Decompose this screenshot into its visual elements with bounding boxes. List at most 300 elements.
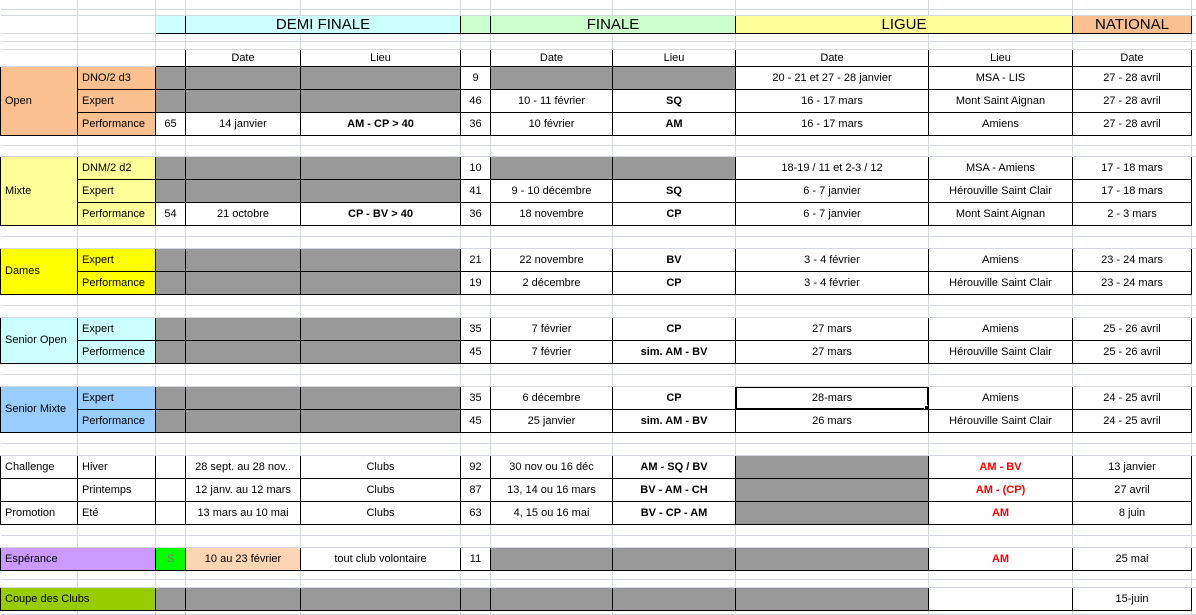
grid-row	[1, 305, 1196, 317]
cell[interactable]	[156, 271, 186, 294]
cell[interactable]: AM - BV	[929, 455, 1073, 478]
header-finale[interactable]: FINALE	[491, 15, 736, 33]
grid-cell	[1192, 112, 1196, 135]
grid-row	[1, 579, 1196, 587]
cell[interactable]: sim. AM - BV	[613, 340, 736, 363]
cell[interactable]: 27 mars	[736, 340, 929, 363]
cell[interactable]: tout club volontaire	[301, 547, 461, 570]
grid-row	[1, 236, 1196, 248]
grid-cell	[736, 294, 929, 305]
col-header-date-ligue[interactable]: Date	[736, 49, 929, 66]
grid-cell	[736, 570, 929, 579]
cell[interactable]: Clubs	[301, 501, 461, 524]
cell[interactable]	[613, 66, 736, 89]
cell[interactable]: Eté	[78, 501, 156, 524]
grid-cell	[929, 432, 1073, 443]
cell[interactable]: 11	[461, 547, 491, 570]
cell[interactable]: CP	[613, 271, 736, 294]
cell[interactable]	[156, 587, 186, 610]
grid-cell	[186, 41, 301, 49]
grid-cell	[929, 135, 1073, 145]
cell[interactable]: Expert	[78, 89, 156, 112]
fill-handle[interactable]	[924, 405, 929, 410]
cell[interactable]: 27 mars	[736, 317, 929, 340]
grid-row	[1, 363, 1196, 374]
cell[interactable]: CP	[613, 317, 736, 340]
cell[interactable]: Amiens	[929, 112, 1073, 135]
header-ligue[interactable]: LIGUE	[736, 15, 1073, 33]
cell[interactable]: 7 février	[491, 317, 613, 340]
col-header-lieu-finale[interactable]: Lieu	[613, 49, 736, 66]
cell[interactable]: 10 au 23 février	[186, 547, 301, 570]
cell[interactable]: sim. AM - BV	[613, 409, 736, 432]
grid-cell	[1073, 33, 1192, 41]
row-label-senior-open[interactable]: Senior Open	[1, 317, 78, 363]
cell[interactable]	[613, 156, 736, 179]
cell[interactable]: Hérouville Saint Clair	[929, 271, 1073, 294]
cell[interactable]	[186, 89, 301, 112]
cell[interactable]: 14 janvier	[186, 112, 301, 135]
cell[interactable]: 27 avril	[1073, 478, 1192, 501]
cell[interactable]	[156, 248, 186, 271]
cell[interactable]	[491, 66, 613, 89]
cell[interactable]: 65	[156, 112, 186, 135]
cell[interactable]: 27 - 28 avril	[1073, 112, 1192, 135]
cell[interactable]	[186, 179, 301, 202]
row-label-mixte[interactable]: Mixte	[1, 156, 78, 225]
cell[interactable]	[186, 248, 301, 271]
cell[interactable]: Clubs	[301, 455, 461, 478]
grid-cell	[1073, 363, 1192, 374]
grid-cell	[461, 225, 491, 236]
cell[interactable]: 27 - 28 avril	[1073, 66, 1192, 89]
grid-cell	[1073, 524, 1192, 535]
cell[interactable]: 92	[461, 455, 491, 478]
cell[interactable]	[301, 89, 461, 112]
grid-cell	[491, 610, 613, 614]
grid-cell	[491, 443, 613, 455]
grid-cell	[461, 294, 491, 305]
grid-cell	[1192, 587, 1196, 610]
cell[interactable]: BV	[613, 248, 736, 271]
grid-cell	[1192, 156, 1196, 179]
cell[interactable]: 10 - 11 février	[491, 89, 613, 112]
cell[interactable]: 25 - 26 avril	[1073, 317, 1192, 340]
cell[interactable]: 6 - 7 janvier	[736, 179, 929, 202]
cell[interactable]	[491, 547, 613, 570]
cell[interactable]: Expert	[78, 248, 156, 271]
grid-cell	[1192, 501, 1196, 524]
grid-cell	[1192, 374, 1196, 386]
row-label-coupe-des-clubs[interactable]: Coupe des Clubs	[1, 587, 156, 610]
cell[interactable]	[736, 587, 929, 610]
grid-cell	[1, 225, 78, 236]
cell[interactable]: SQ	[613, 179, 736, 202]
cell[interactable]: 17 - 18 mars	[1073, 179, 1192, 202]
col-header-date-finale[interactable]: Date	[491, 49, 613, 66]
grid-cell	[613, 225, 736, 236]
grid-cell	[613, 135, 736, 145]
grid-cell	[186, 145, 301, 156]
table-row	[1, 49, 1196, 66]
col-header-lieu-ligue[interactable]: Lieu	[929, 49, 1073, 66]
cell[interactable]	[491, 156, 613, 179]
cell[interactable]: 23 - 24 mars	[1073, 248, 1192, 271]
grid-cell	[1192, 225, 1196, 236]
cell[interactable]	[461, 49, 491, 66]
grid-cell	[1, 443, 78, 455]
cell[interactable]: Expert	[78, 317, 156, 340]
grid-row	[1, 33, 1196, 41]
cell[interactable]: 27 - 28 avril	[1073, 89, 1192, 112]
row-label-promotion[interactable]: Promotion	[1, 501, 78, 524]
cell[interactable]: 25 - 26 avril	[1073, 340, 1192, 363]
cell[interactable]	[461, 587, 491, 610]
grid-cell	[156, 41, 186, 49]
grid-cell	[301, 363, 461, 374]
grid-cell	[1073, 579, 1192, 587]
grid-cell	[78, 524, 156, 535]
grid-cell	[929, 236, 1073, 248]
cell[interactable]: 24 - 25 avril	[1073, 386, 1192, 409]
cell[interactable]	[186, 386, 301, 409]
col-header-date-demi[interactable]: Date	[186, 49, 301, 66]
cell[interactable]: 18-19 / 11 et 2-3 / 12	[736, 156, 929, 179]
cell[interactable]: 21 octobre	[186, 202, 301, 225]
cell[interactable]: Mont Saint Aignan	[929, 202, 1073, 225]
cell[interactable]: 28 sept. au 28 nov..	[186, 455, 301, 478]
grid-cell	[736, 33, 929, 41]
cell[interactable]: 9 - 10 décembre	[491, 179, 613, 202]
cell[interactable]	[1, 478, 78, 501]
grid-cell	[78, 41, 156, 49]
grid-cell	[613, 610, 736, 614]
cell[interactable]: 30 nov ou 16 déc	[491, 455, 613, 478]
cell[interactable]	[186, 587, 301, 610]
cell[interactable]: 3 - 4 février	[736, 271, 929, 294]
grid-cell	[78, 443, 156, 455]
cell[interactable]	[186, 271, 301, 294]
cell[interactable]: 15-juin	[1073, 587, 1192, 610]
grid-cell	[613, 305, 736, 317]
grid-cell	[1192, 535, 1196, 547]
grid-cell	[491, 579, 613, 587]
cell[interactable]: MSA - Amiens	[929, 156, 1073, 179]
cell[interactable]: 9	[461, 66, 491, 89]
col-header-date-national[interactable]: Date	[1073, 49, 1192, 66]
grid-cell	[1192, 524, 1196, 535]
cell[interactable]	[301, 386, 461, 409]
cell[interactable]	[186, 317, 301, 340]
cell[interactable]: AM	[929, 547, 1073, 570]
grid-cell	[929, 443, 1073, 455]
cell[interactable]: Performance	[78, 112, 156, 135]
grid-cell	[78, 610, 156, 614]
cell[interactable]: 46	[461, 89, 491, 112]
grid-cell	[78, 135, 156, 145]
grid-cell	[1073, 145, 1192, 156]
cell[interactable]: AM	[929, 501, 1073, 524]
cell[interactable]	[186, 340, 301, 363]
grid-cell	[1073, 374, 1192, 386]
grid-cell	[736, 443, 929, 455]
cell[interactable]	[613, 547, 736, 570]
cell[interactable]	[156, 89, 186, 112]
cell[interactable]	[301, 340, 461, 363]
esperance-flag-cell[interactable]: S	[156, 547, 186, 570]
cell[interactable]: DNO/2 d3	[78, 66, 156, 89]
cell[interactable]	[736, 547, 929, 570]
cell[interactable]	[156, 66, 186, 89]
cell[interactable]: Hérouville Saint Clair	[929, 340, 1073, 363]
grid-cell	[186, 443, 301, 455]
row-label-challenge[interactable]: Challenge	[1, 455, 78, 478]
cell[interactable]: 13 janvier	[1073, 455, 1192, 478]
header-national[interactable]: NATIONAL	[1073, 15, 1192, 33]
grid-cell	[929, 524, 1073, 535]
grid-cell	[1192, 49, 1196, 66]
cell[interactable]	[156, 386, 186, 409]
cell[interactable]: Amiens	[929, 386, 1073, 409]
grid-cell	[301, 236, 461, 248]
cell[interactable]: 22 novembre	[491, 248, 613, 271]
grid-cell	[156, 535, 186, 547]
grid-row	[1, 41, 1196, 49]
cell[interactable]	[736, 478, 929, 501]
col-header-lieu-demi[interactable]: Lieu	[301, 49, 461, 66]
grid-cell	[613, 236, 736, 248]
grid-cell	[929, 363, 1073, 374]
cell[interactable]: Performance	[78, 409, 156, 432]
cell[interactable]: 41	[461, 179, 491, 202]
grid-cell	[1192, 363, 1196, 374]
grid-cell	[929, 579, 1073, 587]
cell[interactable]	[186, 66, 301, 89]
cell[interactable]: Hiver	[78, 455, 156, 478]
cell[interactable]	[156, 156, 186, 179]
grid-cell	[1073, 0, 1192, 9]
cell[interactable]: Performence	[78, 340, 156, 363]
cell[interactable]	[186, 409, 301, 432]
cell[interactable]	[301, 409, 461, 432]
grid-row	[1, 443, 1196, 455]
grid-cell	[929, 305, 1073, 317]
cell[interactable]: Expert	[78, 179, 156, 202]
grid-cell	[461, 570, 491, 579]
grid-cell	[491, 225, 613, 236]
cell[interactable]: 16 - 17 mars	[736, 89, 929, 112]
cell[interactable]: Performance	[78, 271, 156, 294]
cell[interactable]	[461, 15, 491, 33]
grid-cell	[491, 135, 613, 145]
grid-cell	[1192, 570, 1196, 579]
table-row	[1, 179, 1196, 202]
cell[interactable]: 24 - 25 avril	[1073, 409, 1192, 432]
cell[interactable]: AM - CP > 40	[301, 112, 461, 135]
cell[interactable]: 21	[461, 248, 491, 271]
cell[interactable]: 25 janvier	[491, 409, 613, 432]
cell[interactable]: 20 - 21 et 27 - 28 janvier	[736, 66, 929, 89]
cell[interactable]: 2 décembre	[491, 271, 613, 294]
cell[interactable]: 35	[461, 317, 491, 340]
cell[interactable]: 54	[156, 202, 186, 225]
cell[interactable]	[156, 15, 186, 33]
grid-cell	[736, 432, 929, 443]
cell[interactable]	[301, 66, 461, 89]
cell[interactable]: 6 - 7 janvier	[736, 202, 929, 225]
selected-cell[interactable]: 28-mars	[736, 386, 929, 409]
cell[interactable]: CP - BV > 40	[301, 202, 461, 225]
grid-cell	[186, 305, 301, 317]
grid-cell	[613, 579, 736, 587]
cell[interactable]: 3 - 4 février	[736, 248, 929, 271]
grid-cell	[156, 363, 186, 374]
cell[interactable]	[156, 340, 186, 363]
cell[interactable]: AM - (CP)	[929, 478, 1073, 501]
row-label-senior-mixte[interactable]: Senior Mixte	[1, 386, 78, 432]
cell[interactable]: 2 - 3 mars	[1073, 202, 1192, 225]
grid-cell	[491, 0, 613, 9]
grid-cell	[491, 305, 613, 317]
cell[interactable]	[301, 248, 461, 271]
cell[interactable]: 16 - 17 mars	[736, 112, 929, 135]
grid-cell	[78, 363, 156, 374]
cell[interactable]: Expert	[78, 386, 156, 409]
grid-cell	[1192, 610, 1196, 614]
grid-cell	[186, 535, 301, 547]
cell[interactable]	[156, 49, 186, 66]
grid-cell	[613, 432, 736, 443]
grid-cell	[78, 236, 156, 248]
cell[interactable]: BV - AM - CH	[613, 478, 736, 501]
cell[interactable]	[491, 587, 613, 610]
grid-cell	[1, 294, 78, 305]
cell[interactable]: BV - CP - AM	[613, 501, 736, 524]
row-label-open[interactable]: Open	[1, 66, 78, 135]
cell[interactable]: CP	[613, 386, 736, 409]
cell[interactable]: 12 janv. au 12 mars	[186, 478, 301, 501]
grid-cell	[156, 225, 186, 236]
cell[interactable]	[301, 317, 461, 340]
grid-cell	[1192, 386, 1196, 409]
cell[interactable]: Amiens	[929, 248, 1073, 271]
cell[interactable]	[301, 179, 461, 202]
cell[interactable]: 36	[461, 202, 491, 225]
cell[interactable]	[301, 587, 461, 610]
cell[interactable]	[186, 156, 301, 179]
cell[interactable]: 8 juin	[1073, 501, 1192, 524]
cell[interactable]: 25 mai	[1073, 547, 1192, 570]
cell[interactable]: 10	[461, 156, 491, 179]
cell[interactable]: 13, 14 ou 16 mars	[491, 478, 613, 501]
cell[interactable]	[156, 478, 186, 501]
cell[interactable]	[156, 455, 186, 478]
cell[interactable]: 45	[461, 340, 491, 363]
row-label-esperance[interactable]: Espérance	[1, 547, 156, 570]
cell[interactable]: 19	[461, 271, 491, 294]
grid-cell	[491, 374, 613, 386]
grid-cell	[461, 524, 491, 535]
cell[interactable]: 17 - 18 mars	[1073, 156, 1192, 179]
cell[interactable]	[156, 179, 186, 202]
cell[interactable]: 6 décembre	[491, 386, 613, 409]
cell[interactable]	[301, 156, 461, 179]
cell[interactable]: AM - SQ / BV	[613, 455, 736, 478]
cell[interactable]: CP	[613, 202, 736, 225]
grid-cell	[1192, 455, 1196, 478]
grid-cell	[736, 524, 929, 535]
cell[interactable]	[301, 271, 461, 294]
grid-cell	[186, 363, 301, 374]
cell[interactable]	[613, 587, 736, 610]
cell[interactable]: DNM/2 d2	[78, 156, 156, 179]
cell[interactable]: 45	[461, 409, 491, 432]
grid-cell	[461, 374, 491, 386]
cell[interactable]: Printemps	[78, 478, 156, 501]
cell[interactable]: Amiens	[929, 317, 1073, 340]
cell[interactable]: 87	[461, 478, 491, 501]
cell[interactable]: AM	[613, 112, 736, 135]
grid-cell	[78, 579, 156, 587]
grid-cell	[613, 570, 736, 579]
cell[interactable]: Clubs	[301, 478, 461, 501]
cell[interactable]: 23 - 24 mars	[1073, 271, 1192, 294]
grid-cell	[156, 0, 186, 9]
grid-cell	[1, 432, 78, 443]
cell[interactable]	[156, 501, 186, 524]
cell[interactable]: Mont Saint Aignan	[929, 89, 1073, 112]
grid-cell	[736, 225, 929, 236]
cell[interactable]	[156, 317, 186, 340]
row-label-dames[interactable]: Dames	[1, 248, 78, 294]
cell[interactable]: 13 mars au 10 mai	[186, 501, 301, 524]
cell[interactable]: 63	[461, 501, 491, 524]
cell[interactable]	[736, 455, 929, 478]
cell[interactable]	[929, 587, 1073, 610]
grid-cell	[1073, 41, 1192, 49]
cell[interactable]	[156, 409, 186, 432]
cell[interactable]: Hérouville Saint Clair	[929, 409, 1073, 432]
cell[interactable]	[736, 501, 929, 524]
cell[interactable]: 36	[461, 112, 491, 135]
cell[interactable]: 18 novembre	[491, 202, 613, 225]
header-demi-finale[interactable]: DEMI FINALE	[186, 15, 461, 33]
grid-cell	[613, 294, 736, 305]
grid-cell	[613, 0, 736, 9]
grid-cell	[613, 374, 736, 386]
cell[interactable]: MSA - LIS	[929, 66, 1073, 89]
grid-cell	[461, 0, 491, 9]
cell[interactable]: 4, 15 ou 16 mai	[491, 501, 613, 524]
cell[interactable]: Performance	[78, 202, 156, 225]
grid-row	[1, 524, 1196, 535]
grid-cell	[461, 363, 491, 374]
cell[interactable]: Hérouville Saint Clair	[929, 179, 1073, 202]
grid-cell	[929, 535, 1073, 547]
cell[interactable]: SQ	[613, 89, 736, 112]
cell[interactable]: 35	[461, 386, 491, 409]
cell[interactable]: 7 février	[491, 340, 613, 363]
cell[interactable]: 26 mars	[736, 409, 929, 432]
grid-cell	[736, 41, 929, 49]
grid-cell	[613, 363, 736, 374]
grid-cell	[461, 236, 491, 248]
grid-cell	[461, 610, 491, 614]
cell[interactable]: 10 février	[491, 112, 613, 135]
grid-cell	[1, 0, 78, 9]
grid-cell	[78, 225, 156, 236]
grid-cell	[156, 294, 186, 305]
